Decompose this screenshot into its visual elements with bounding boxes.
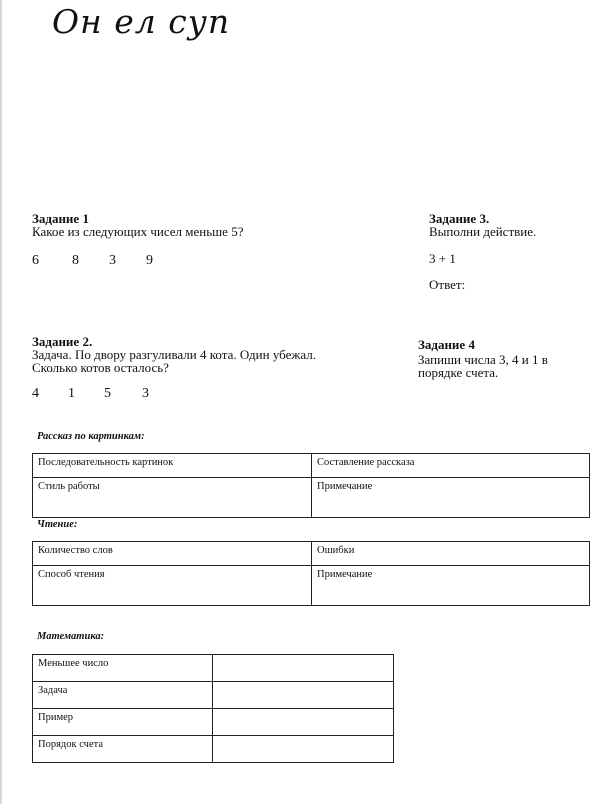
task-1-number: 8 (72, 253, 79, 268)
task-2-line-2: Сколько котов осталось? (32, 360, 169, 375)
table-cell (213, 709, 394, 736)
task-2-number: 5 (104, 386, 111, 401)
table-row (33, 682, 394, 709)
math-table (32, 654, 394, 763)
table-row (33, 478, 590, 518)
table-cell (213, 736, 394, 763)
task-2-number: 1 (68, 386, 75, 401)
task-1-number: 6 (32, 253, 39, 268)
task-3-expression: 3 + 1 (429, 251, 456, 266)
table-cell: Порядок счета (33, 736, 213, 763)
table-cell: Пример (33, 709, 213, 736)
task-3-instruction: Выполни действие. (429, 224, 537, 239)
table-cell: Количество слов (33, 542, 312, 566)
reading-table (32, 541, 590, 606)
task-1-number: 9 (146, 253, 153, 268)
task-4 (418, 338, 548, 379)
task-2-numbers (32, 387, 149, 400)
task-2-line-1: Задача. По двору разгуливали 4 кота. Один убежал. (32, 347, 316, 362)
table-row (33, 454, 590, 478)
story-table (32, 453, 590, 518)
task-1-number: 3 (109, 253, 116, 268)
table-cell: Последовательность картинок (33, 454, 312, 478)
task-3-title: Задание 3. (429, 211, 490, 226)
task-3 (429, 212, 536, 238)
table-cell: Составление рассказа (312, 454, 590, 478)
table-cell: Способ чтения (33, 566, 312, 606)
task-1-title: Задание 1 (32, 211, 89, 226)
task-4-line-1: Запиши числа 3, 4 и 1 в (418, 352, 548, 367)
section-reading-label: Чтение: (37, 519, 78, 530)
table-cell: Задача (33, 682, 213, 709)
section-math-label: Математика: (37, 631, 105, 642)
table-cell (213, 655, 394, 682)
task-2-number: 4 (32, 386, 39, 401)
table-row (33, 655, 394, 682)
table-row (33, 542, 590, 566)
table-cell: Меньшее число (33, 655, 213, 682)
handwritten-phrase: Он ел суп (52, 2, 231, 41)
task-4-title: Задание 4 (418, 337, 475, 352)
task-1 (32, 212, 243, 238)
task-2 (32, 335, 316, 374)
table-row (33, 566, 590, 606)
task-1-question: Какое из следующих чисел меньше 5? (32, 224, 244, 239)
table-cell: Стиль работы (33, 478, 312, 518)
task-4-line-2: порядке счета. (418, 365, 499, 380)
task-2-number: 3 (142, 386, 149, 401)
table-cell: Примечание (312, 478, 590, 518)
table-row (33, 709, 394, 736)
table-cell: Примечание (312, 566, 590, 606)
task-3-answer-label: Ответ: (429, 277, 466, 292)
page-edge (0, 0, 2, 804)
table-cell: Ошибки (312, 542, 590, 566)
table-cell (213, 682, 394, 709)
table-row (33, 736, 394, 763)
section-story-label: Рассказ по картинкам: (37, 431, 145, 442)
task-2-title: Задание 2. (32, 334, 93, 349)
task-1-numbers (32, 254, 153, 267)
